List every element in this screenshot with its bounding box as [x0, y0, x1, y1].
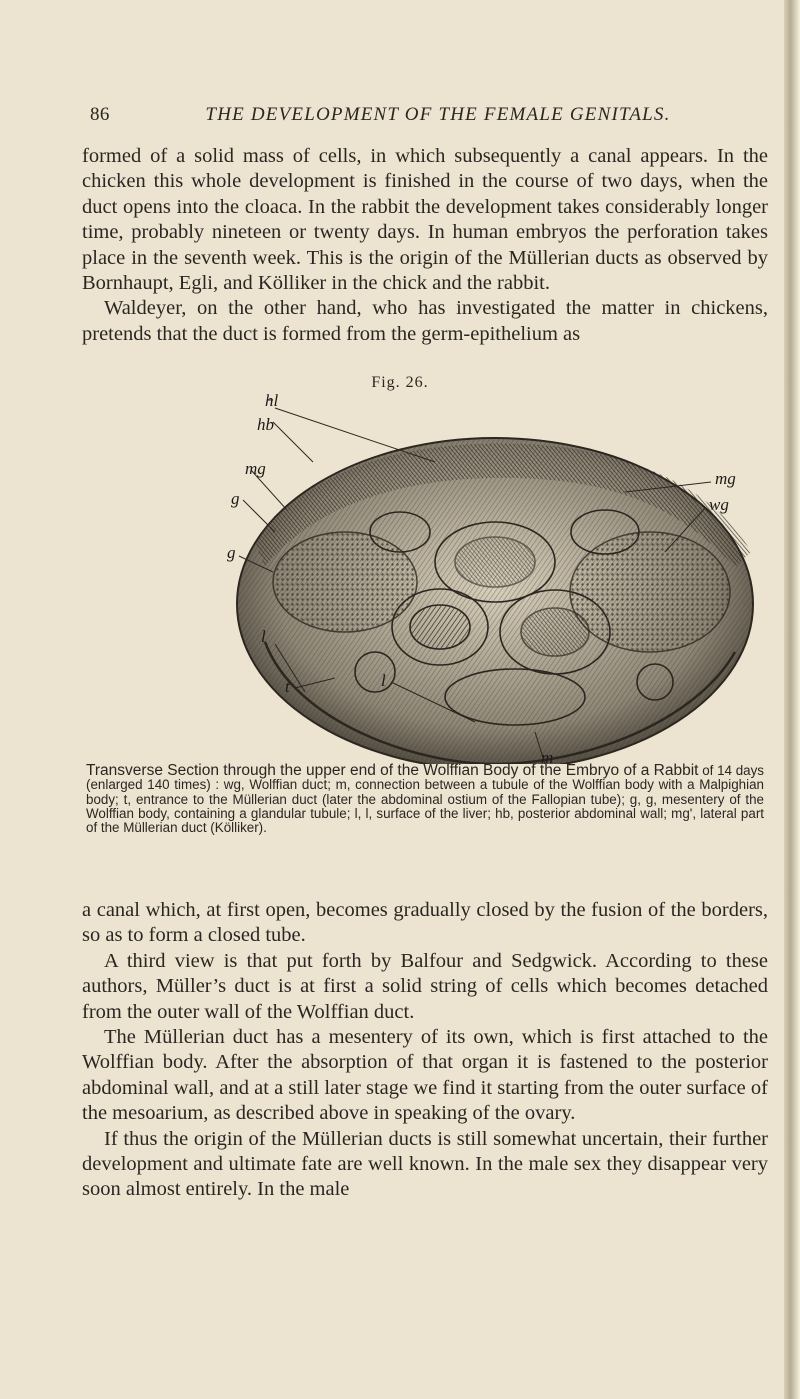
page-edge-shadow: [784, 0, 800, 1399]
figure-caption: [86, 764, 764, 835]
bottom-text-block: [82, 898, 768, 1203]
caption-lead: Transverse Section through the upper end of the Wolffian Body of the Embryo of a Rabbit: [86, 762, 699, 779]
paragraph: formed of a solid mass of cells, in which subsequently a canal appears. In the chicken this whole development is finished in the course of two days, when the duct opens into the cloaca. In the rabbit the development takes considerably longer time, probably nineteen or twenty days. In human embryos the perforation takes place in the seventh week. This is the origin of the Müllerian ducts as observed by Bornhaupt, Egli, and Kölliker in the chick and the rabbit.: [82, 145, 768, 295]
figure-label-t: t: [285, 677, 290, 696]
top-text-block: [82, 144, 768, 347]
mesentery-right: [570, 532, 730, 652]
running-head: [90, 104, 770, 128]
figure-label: Fig. 26.: [371, 374, 429, 391]
figure-label-m: m: [541, 748, 554, 764]
figure-26-engraving: [195, 392, 775, 764]
figure-label-l-bottom: l: [381, 671, 386, 690]
paragraph: The Müllerian duct has a mesentery of its own, which is first attached to the Wolffian body. After the absorption of that organ it is fastened to the posterior abdominal wall, and at a still later stage we find it starting from the outer surface of the mesoarium, as described above in speaking of the ovary.: [82, 1026, 768, 1125]
figure-label-hl: hl: [265, 392, 279, 410]
paragraph: a canal which, at first open, becomes gradually closed by the fusion of the borders, so as to form a closed tube.: [82, 899, 768, 947]
caption-body: of 14 days (enlarged 140 times) : wg, Wolffian duct; m, connection between a tubule of the Wolffian body with a Malpighian body; t, entrance to the Müllerian duct (later the abdominal ostium of the Fallopian tube); g, g, mesentery of the Wolffian body, containing a glandular tubule; l, l, surface of the liver; hb, posterior abdominal wall; mg', lateral part of the Müllerian duct (Kölliker).: [86, 763, 764, 836]
paragraph: If thus the origin of the Müllerian ducts is still somewhat uncertain, their further development and ultimate fate are well known. In the male sex they disappear very soon almost entirely. In the male: [82, 1127, 768, 1201]
figure-label-g-left: g: [231, 489, 240, 508]
page-number: 86: [90, 104, 110, 125]
mesentery-left: [273, 532, 417, 632]
running-title: THE DEVELOPMENT OF THE FEMALE GENITALS.: [205, 104, 671, 125]
figure-label-wg: wg: [709, 495, 729, 514]
figure-label-g-lower-left: g: [227, 543, 236, 562]
paragraph: Waldeyer, on the other hand, who has investigated the matter in chickens, pretends that the duct is formed from the germ-epithelium as: [82, 297, 768, 345]
section-illustration: [195, 392, 775, 764]
paragraph: A third view is that put forth by Balfour and Sedgwick. According to these authors, Müller’s duct is at first a solid string of cells which becomes detached from the outer wall of the Wolffian duct.: [82, 949, 768, 1023]
figure-label-mg-right: mg: [715, 469, 736, 488]
figure-label-mg-left: mg: [245, 459, 266, 478]
figure-label-hb: hb: [257, 415, 274, 434]
figure-label-l-left: l: [261, 627, 266, 646]
